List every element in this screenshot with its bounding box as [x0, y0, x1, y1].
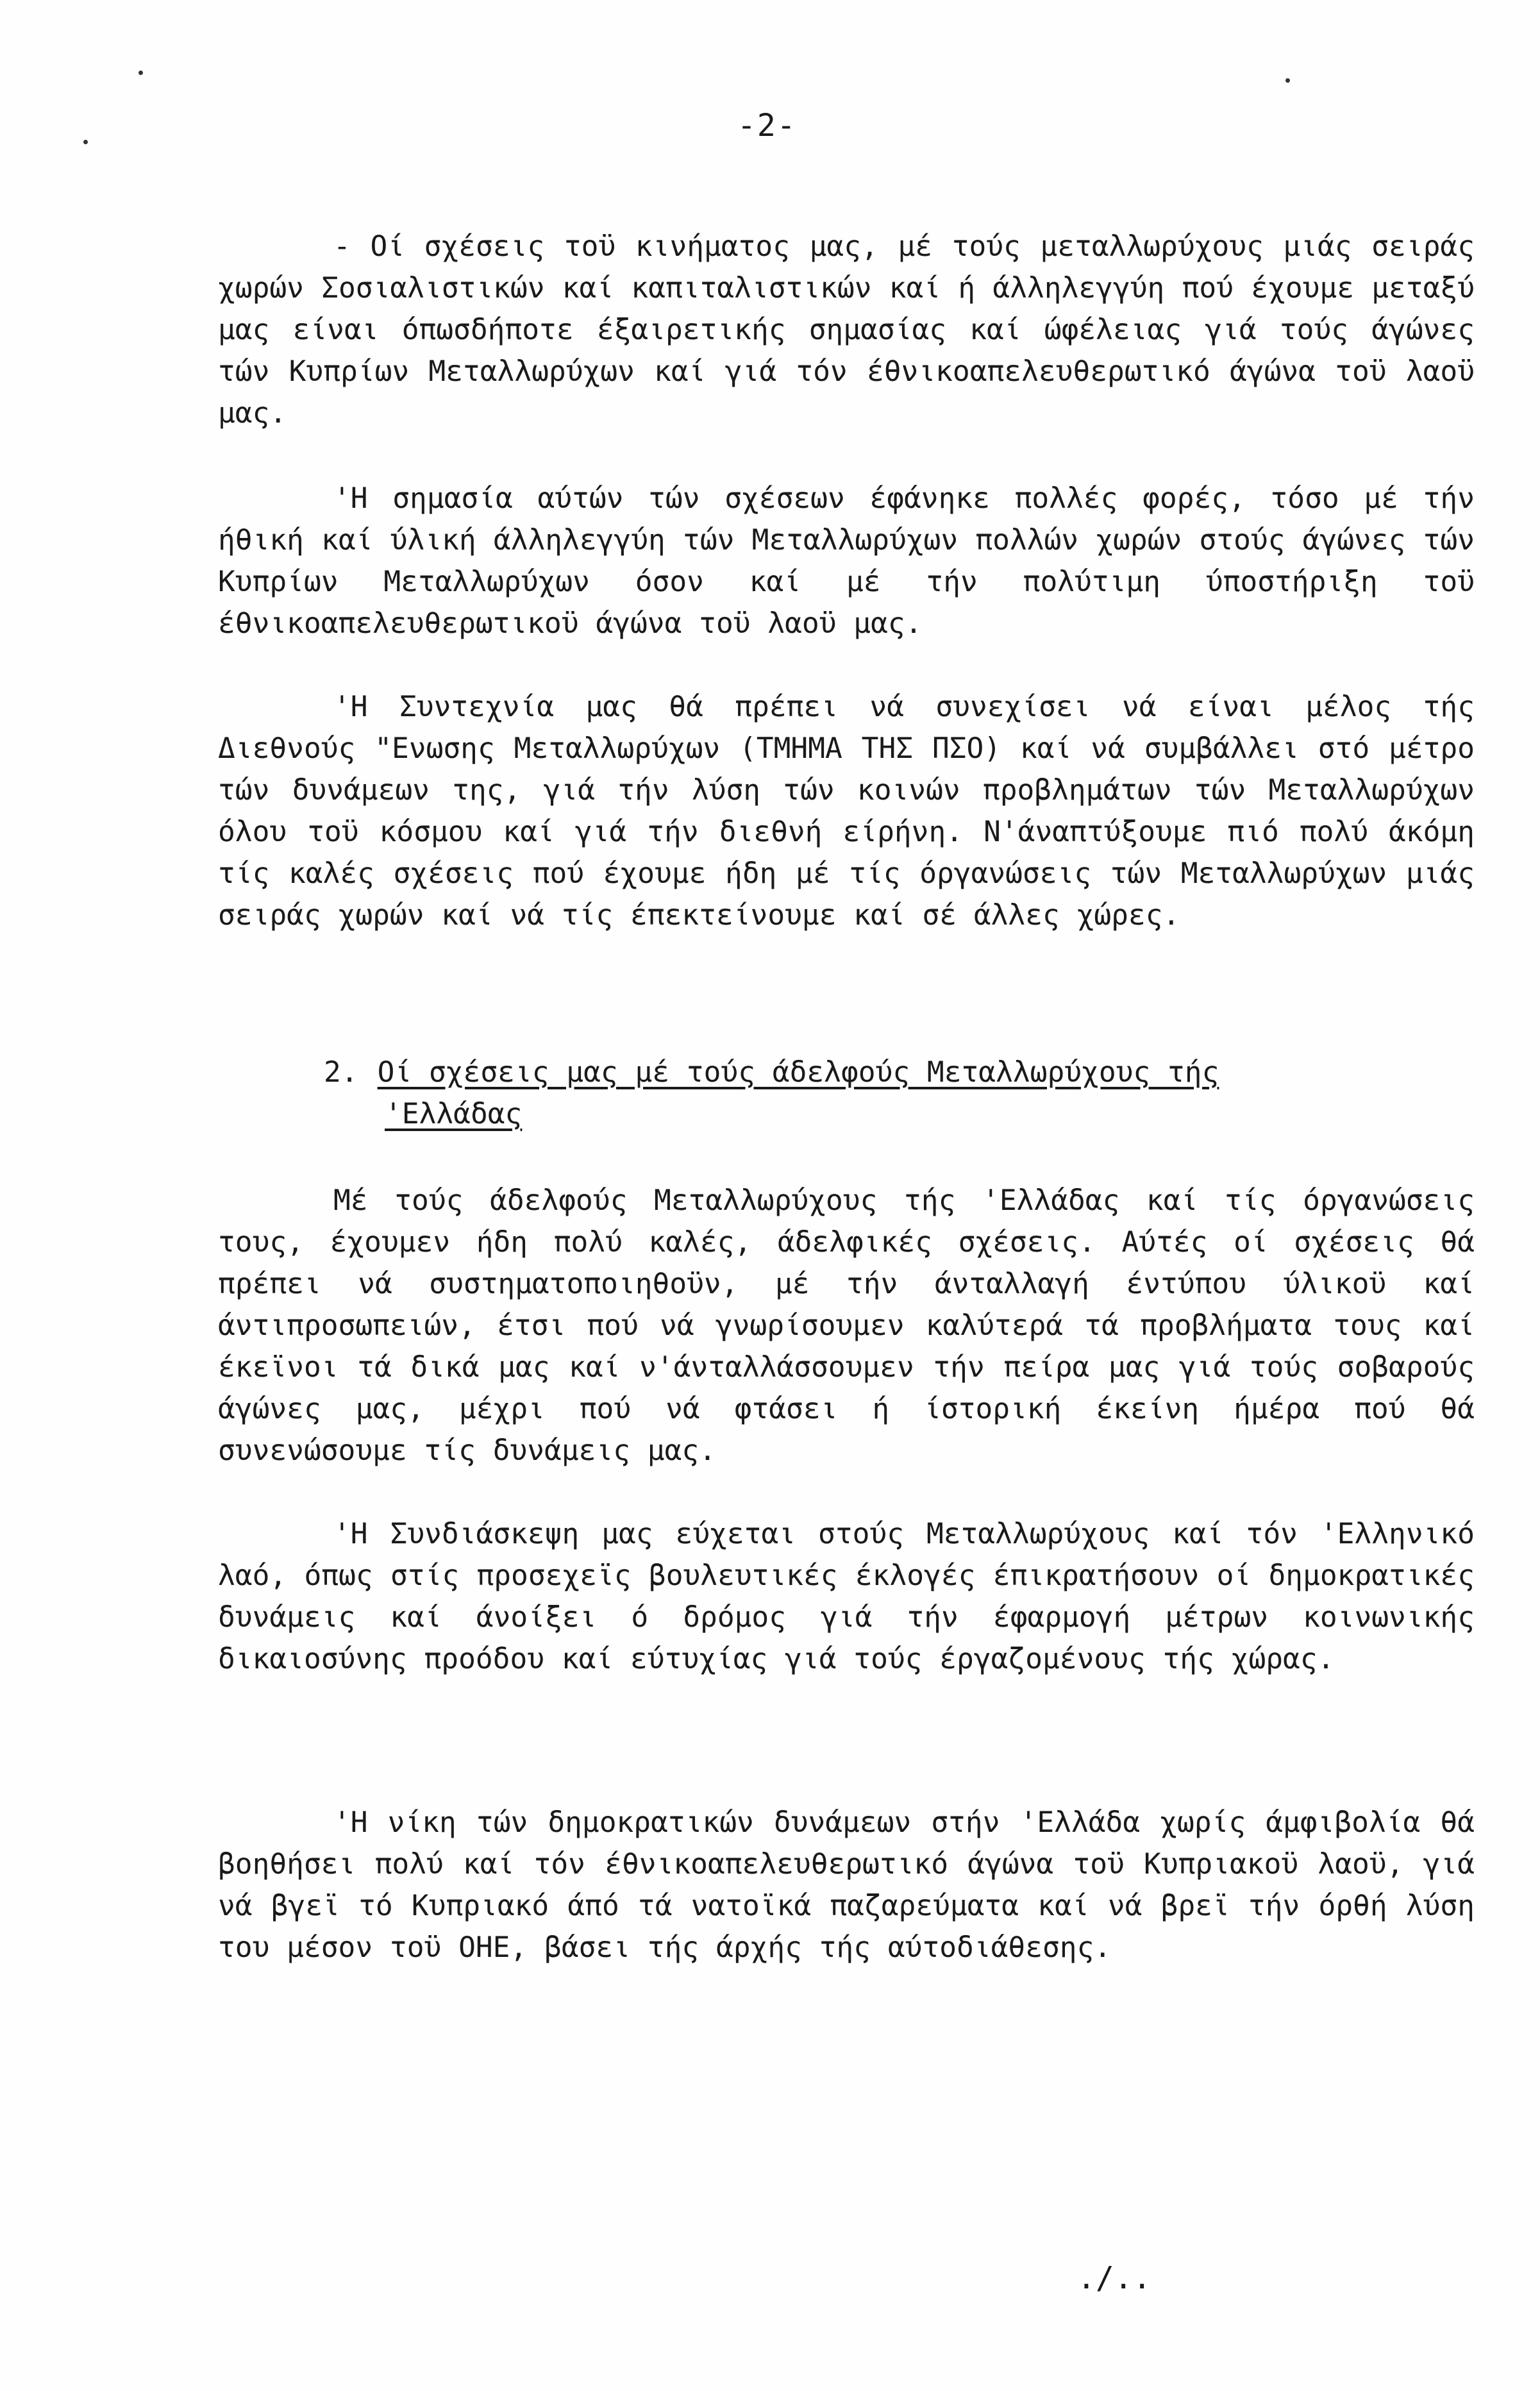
- paper-speck: [138, 71, 143, 75]
- section-title-line1: Οί σχέσεις μας μέ τούς άδελφούς Μεταλλωρύχους τής: [377, 1056, 1219, 1089]
- paragraph-3: 'Η Συντεχνία μας θά πρέπει νά συνεχίσει νά είναι μέλος τής Διεθνούς "Ενωσης Μεταλλωρύχων (ΤΜΗΜΑ ΤΗΣ ΠΣΟ) καί νά συμβάλλει στό μέτρο τών δυνάμεων της, γιά τήν λύση τών κοινών προβλημάτων τών Μεταλλωρύχων όλου τοϋ κόσμου καί γιά τήν διεθνή είρήνη. Ν'άναπτύξουμε πιό πολύ άκόμη τίς καλές σχέσεις πού έχουμε ήδη μέ τίς όργανώσεις τών Μεταλλωρύχων μιάς σειράς χωρών καί νά τίς έπεκτείνουμε καί σέ άλλες χώρες.: [218, 691, 1475, 932]
- page-number: -2-: [737, 108, 797, 144]
- section-paragraph-1: Μέ τούς άδελφούς Μεταλλωρύχους τής 'Ελλάδας καί τίς όργανώσεις τους, έχουμεν ήδη πολύ καλές, άδελφικές σχέσεις. Αύτές οί σχέσεις θά πρέπει νά συστηματοποιηθοϋν, μέ τήν άνταλλαγή έντύπου ύλικοϋ καί άντιπροσωπειών, έτσι πού νά γνωρίσουμεν καλύτερά τά προβλήματα τους καί έκεϊνοι τά δικά μας καί ν'άνταλλάσσουμεν τήν πείρα μας γιά τούς σοβαρούς άγώνες μας, μέχρι πού νά φτάσει ή ίστορική έκείνη ήμέρα πού θά συνενώσουμε τίς δυνάμεις μας.: [218, 1184, 1475, 1467]
- paper-speck: [83, 140, 88, 144]
- section-heading: [324, 1052, 1414, 1135]
- continuation-mark: ./..: [1077, 2260, 1151, 2296]
- paper-speck: [1285, 78, 1290, 83]
- section-paragraph-3: 'Η νίκη τών δημοκρατικών δυνάμεων στήν 'Ελλάδα χωρίς άμφιβολία θά βοηθήσει πολύ καί τόν έθνικοαπελευθερωτικό άγώνα τοϋ Κυπριακοϋ λαοϋ, γιά νά βγεϊ τό Κυπριακό άπό τά νατοϊκά παζαρεύματα καί νά βρεϊ τήν όρθή λύση του μέσον τοϋ ΟΗΕ, βάσει τής άρχής τής αύτοδιάθεσης.: [218, 1806, 1475, 1964]
- section-title-line2: 'Ελλάδας: [385, 1098, 523, 1130]
- paragraph-2: 'Η σημασία αύτών τών σχέσεων έφάνηκε πολλές φορές, τόσο μέ τήν ήθική καί ύλική άλληλεγγύη τών Μεταλλωρύχων πολλών χωρών στούς άγώνες τών Κυπρίων Μεταλλωρύχων όσον καί μέ τήν πολύτιμη ύποστήριξη τοϋ έθνικοαπελευθερωτικοϋ άγώνα τοϋ λαοϋ μας.: [218, 482, 1475, 640]
- section-paragraph-2: 'Η Συνδιάσκεψη μας εύχεται στούς Μεταλλωρύχους καί τόν 'Ελληνικό λαό, όπως στίς προσεχεϊς βουλευτικές έκλογές έπικρατήσουν οί δημοκρατικές δυνάμεις καί άνοίξει ό δρόμος γιά τήν έφαρμογή μέτρων κοινωνικής δικαιοσύνης προόδου καί εύτυχίας γιά τούς έργαζομένους τής χώρας.: [218, 1518, 1475, 1675]
- section-number: 2.: [324, 1056, 358, 1089]
- paragraph-1: - Οί σχέσεις τοϋ κινήματος μας, μέ τούς μεταλλωρύχους μιάς σειράς χωρών Σοσιαλιστικών καί καπιταλιστικών καί ή άλληλεγγύη πού έχουμε μεταξύ μας είναι όπωσδήποτε έξαιρετικής σημασίας καί ώφέλειας γιά τούς άγώνες τών Κυπρίων Μεταλλωρύχων καί γιά τόν έθνικοαπελευθερωτικό άγώνα τοϋ λαοϋ μας.: [218, 230, 1475, 430]
